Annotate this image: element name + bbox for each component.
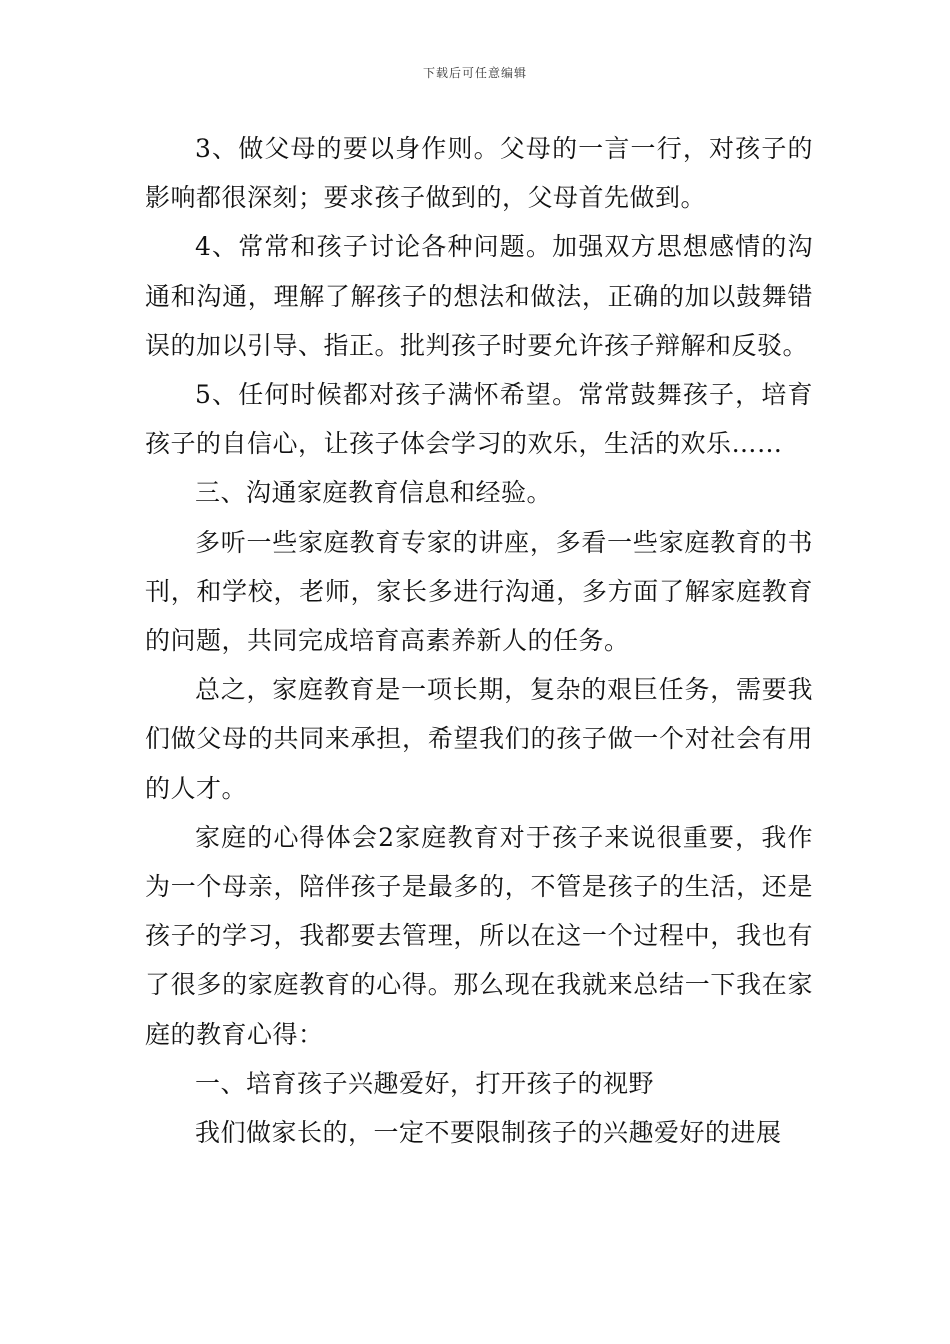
section-heading-3: 三、沟通家庭教育信息和经验。 [195, 478, 553, 508]
page-header: 下载后可任意编辑 [422, 66, 527, 80]
section-heading-1: 一、培育孩子兴趣爱好，打开孩子的视野 [195, 1068, 655, 1098]
paragraph-interests: 我们做家长的，一定不要限制孩子的兴趣爱好的进展 [195, 1118, 782, 1148]
paragraph-summary: 总之，家庭教育是一项长期，复杂的艰巨任务，需要我们做父母的共同来承担，希望我们的孩子做一个对社会有用的人才。 [145, 675, 813, 803]
paragraph-essay-2-intro: 家庭的心得体会2家庭教育对于孩子来说很重要，我作为一个母亲，陪伴孩子是最多的，不管是孩子的生活，还是孩子的学习，我都要去管理，所以在这一个过程中，我也有了很多的家庭教育的心得。那么现在我就来总结一下我在家庭的教育心得： [145, 822, 813, 1049]
paragraph-item-3: 3、做父母的要以身作则。父母的一言一行，对孩子的影响都很深刻；要求孩子做到的，父母首先做到。 [145, 134, 813, 213]
paragraph-advice: 多听一些家庭教育专家的讲座，多看一些家庭教育的书刊，和学校，老师，家长多进行沟通，多方面了解家庭教育的问题，共同完成培育高素养新人的任务。 [145, 527, 813, 656]
document-body [145, 124, 813, 1157]
paragraph-item-4: 4、常常和孩子讨论各种问题。加强双方思想感情的沟通和沟通，理解了解孩子的想法和做法，正确的加以鼓舞错误的加以引导、指正。批判孩子时要允许孩子辩解和反驳。 [145, 232, 813, 360]
paragraph-item-5: 5、任何时候都对孩子满怀希望。常常鼓舞孩子，培育孩子的自信心，让孩子体会学习的欢乐，生活的欢乐…… [145, 380, 813, 459]
